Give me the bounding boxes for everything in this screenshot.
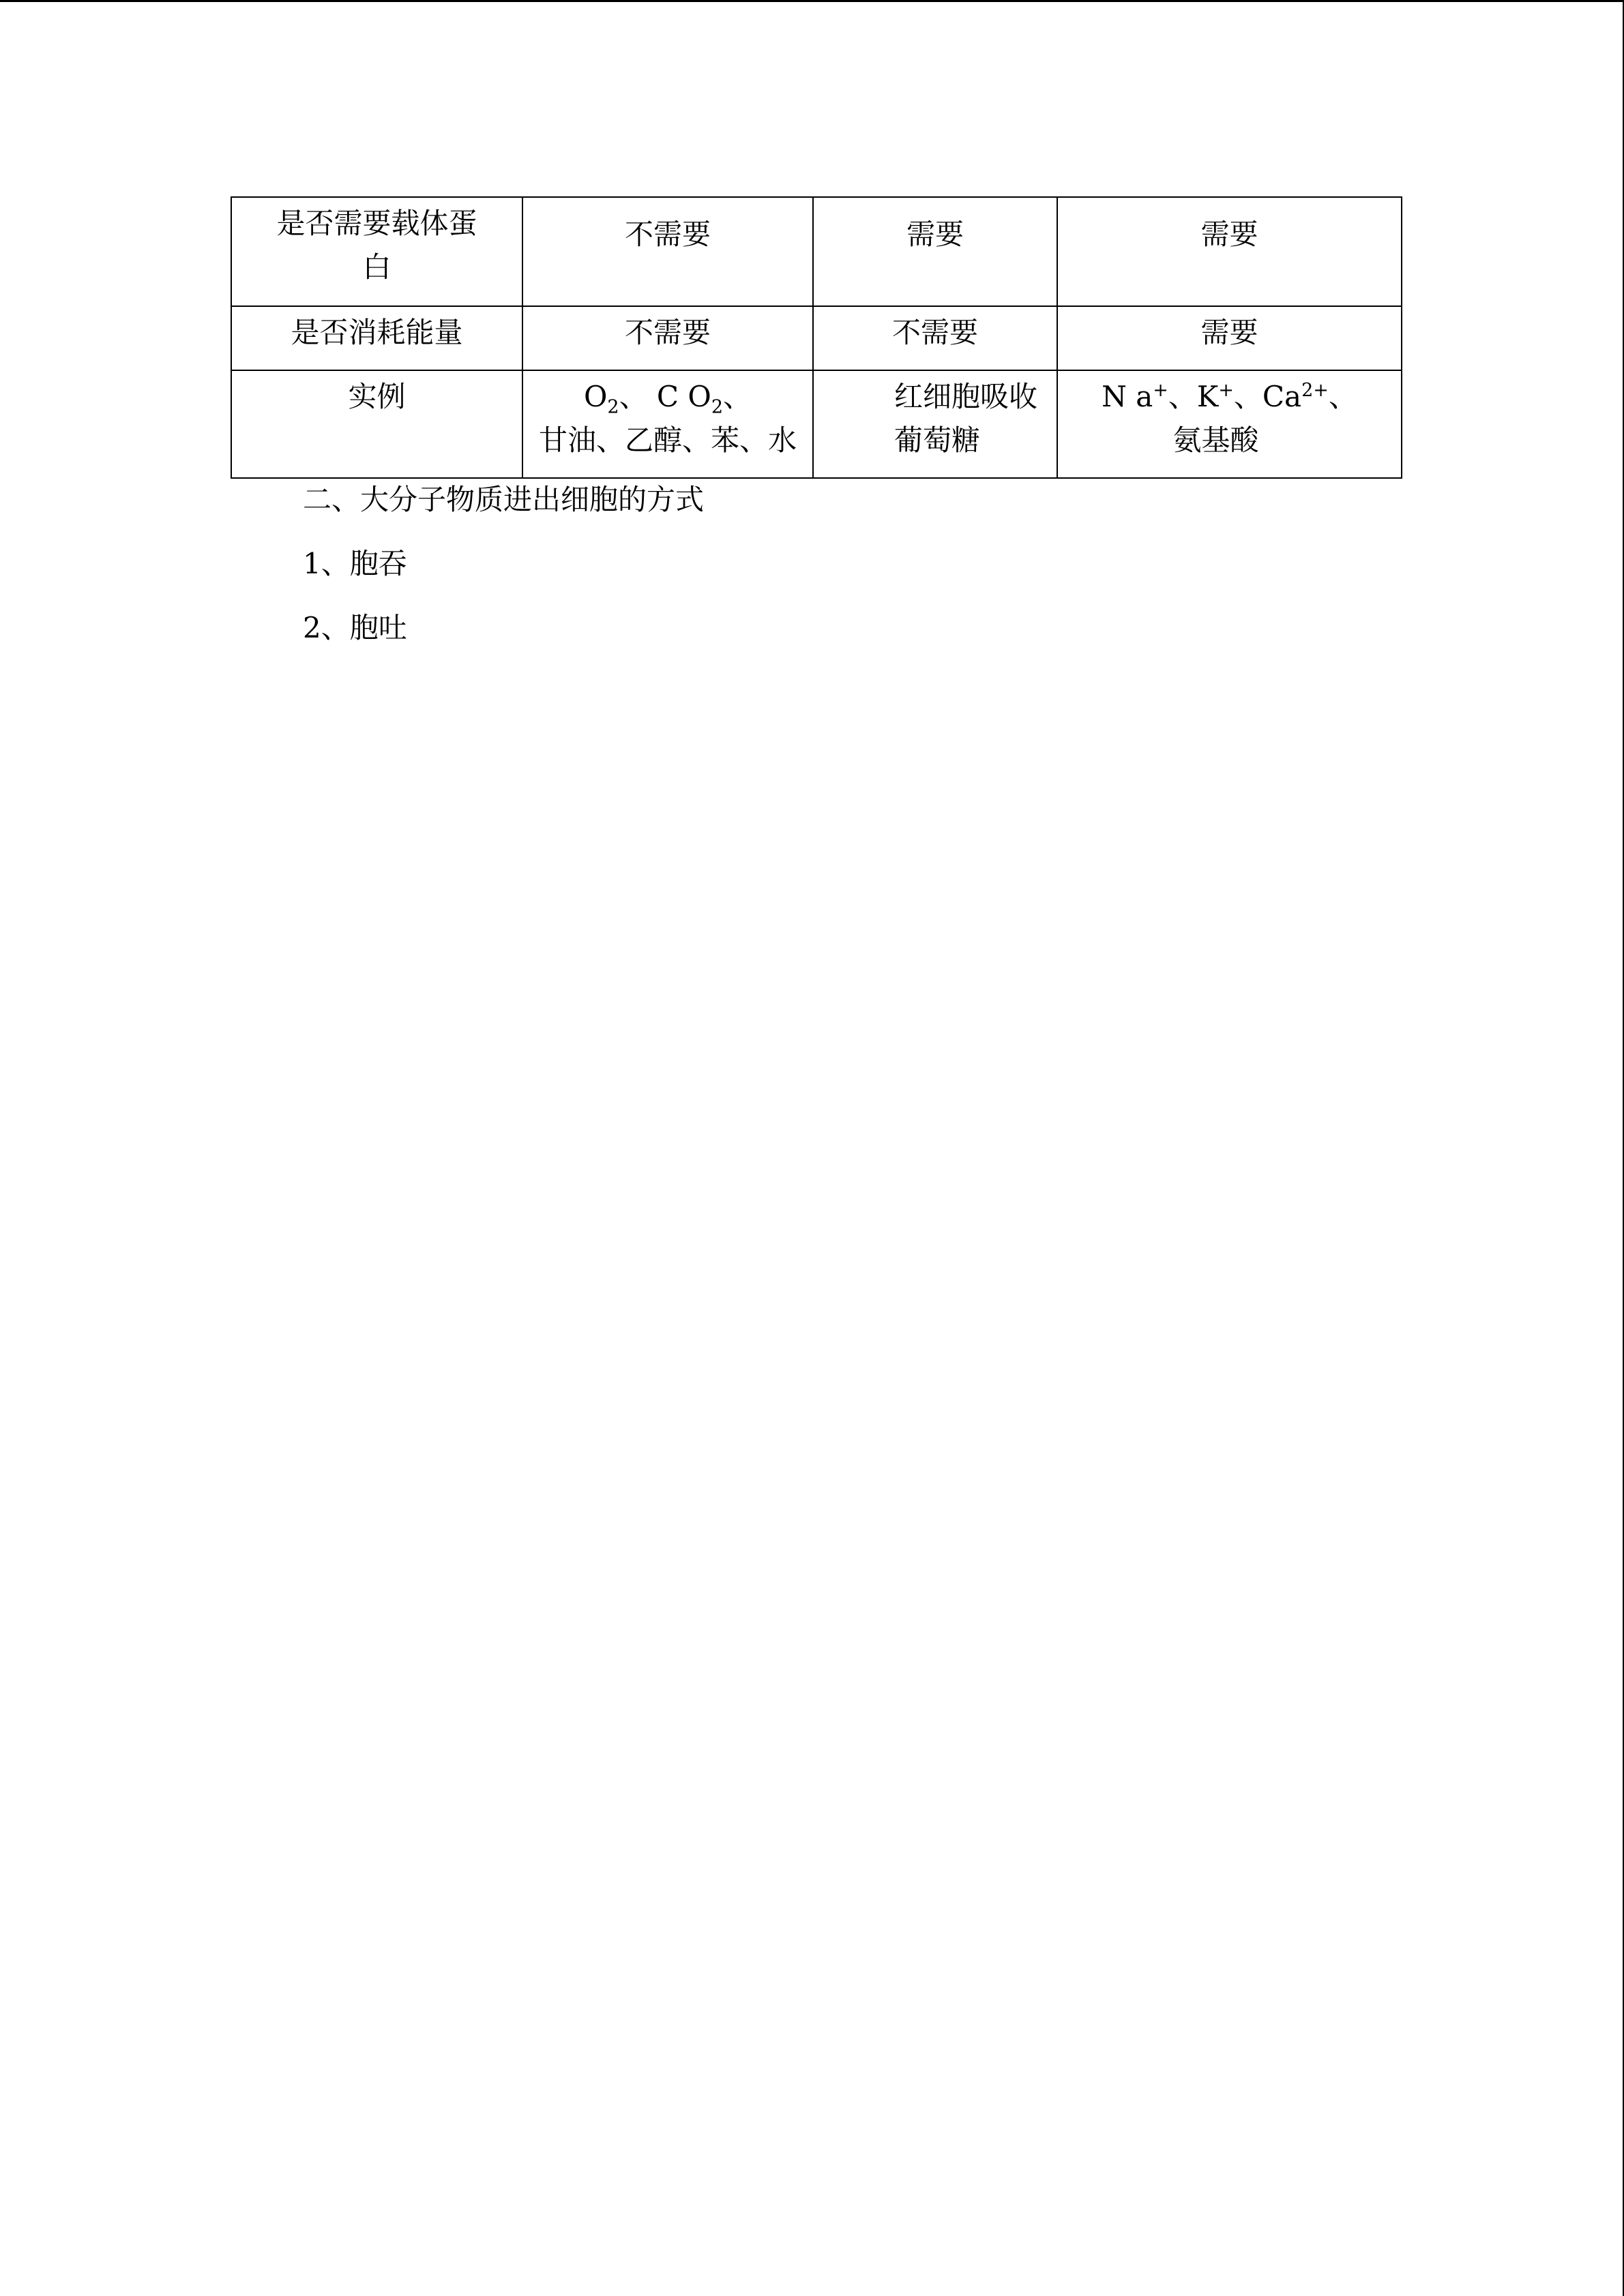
section-heading: 二、大分子物质进出细胞的方式 xyxy=(303,483,705,516)
table-cell: 需要 xyxy=(1057,306,1402,370)
table-cell: 不需要 xyxy=(522,306,813,370)
example-cell-diffusion xyxy=(522,370,813,478)
table-row xyxy=(231,306,1402,370)
row-header-line: 白 xyxy=(362,250,392,284)
example-cell-active xyxy=(1057,370,1402,478)
row-header-line: 是否消耗能量 xyxy=(291,316,463,349)
top-border-line xyxy=(0,0,1624,2)
row-header-example xyxy=(231,370,522,478)
example-text-line: 红细胞吸收 xyxy=(894,380,1038,413)
table-cell: 需要 xyxy=(1057,197,1402,306)
table-cell: 需要 xyxy=(813,197,1057,306)
example-cell-facilitated xyxy=(813,370,1057,478)
row-header-energy xyxy=(231,306,522,370)
transport-comparison-table xyxy=(231,196,1402,479)
row-header-line: 实例 xyxy=(348,380,406,413)
row-header-line: 是否需要载体蛋 xyxy=(276,207,477,240)
example-text-line: 葡萄糖 xyxy=(894,423,981,457)
table-row xyxy=(231,370,1402,478)
example-ion-line: N a+、K+、$Ca^{2+}$、 xyxy=(1102,380,1357,413)
list-item: 1、胞吞 xyxy=(303,547,407,580)
table-cell: 不需要 xyxy=(813,306,1057,370)
table-cell: 不需要 xyxy=(522,197,813,306)
example-text-line: 甘油、乙醇、苯、水 xyxy=(538,423,797,457)
example-formula-line: $O_2$、 C $O_2$、 xyxy=(583,380,752,418)
list-item: 2、胞吐 xyxy=(303,611,407,644)
table-row xyxy=(231,197,1402,306)
row-header-carrier xyxy=(231,197,522,306)
example-text-line: 氨基酸 xyxy=(1172,423,1259,457)
